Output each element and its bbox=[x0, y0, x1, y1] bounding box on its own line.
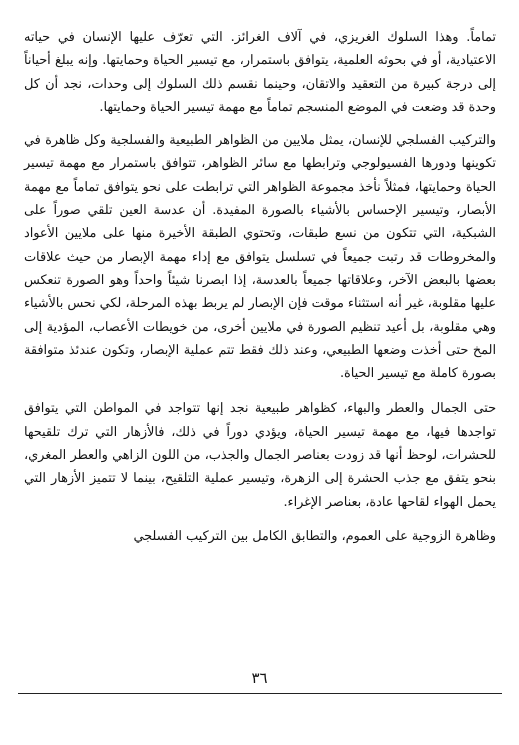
body-text bbox=[24, 26, 496, 548]
paragraph-4: وظاهرة الزوجية على العموم، والتطابق الكامل بين التركيب الفسلجي bbox=[133, 528, 496, 544]
paragraph-2: والتركيب الفسلجي للإنسان، يمثل ملايين من الظواهر الطبيعية والفسلجية وكل ظاهرة في تكوينها ودورها الفسيولوجي وترابطها مع سائر الظواهر، تتوافق باستمرار مع مهمة تيسير الحياة وحمايتها، فمثلاً نأخذ مجموعة الظواهر التي ترابطت على نحو يتوافق تماماً مع مهمة الأبصار، وتيسير الإحساس بالأشياء بالصورة المفيدة. أن عدسة العين تلقي صوراً على الشبكية، التي تتكون من نسع طبقات، وتحتوي الطبقة الأخيرة منها على ملايين الأعواد والمخروطات قد رتبت جميعاً في تسلسل يتوافق مع إداء مهمة الإبصار من حيث علاقات بعضها بالبعض الآخر، وعلاقاتها جميعاً بالعدسة، إذا ابصرنا شيئاً واحداً وهو الصورة تنعكس عليها مقلوبة، غير أنه استثناء موقت فإن الإبصار لم يربط بهذه المرحلة، لكي نحس بالأشياء وهي مقلوبة، بل أعيد تنظيم الصورة في ملايين أخرى، من خويطات الأعصاب، المؤدية إلى المخ حتى أخذت وضعها الطبيعي، وعند ذلك فقط تتم عملية الإبصار، وتكون عندئذ متوافقة بصورة كاملة مع تيسير الحياة. bbox=[24, 133, 496, 382]
footer-rule bbox=[18, 693, 502, 694]
page-number: ٣٦ bbox=[251, 669, 268, 687]
paragraph-1: تماماً. وهذا السلوك الغريزي، في آلاف الغرائز. التي تعرّف عليها الإنسان في حياته الاعتيادية، أو في بحوثه العلمية، يتوافق باستمرار، مع تيسير الحياة وحمايتها. وإنه يبلغ أحياناً إلى درجة كبيرة من التعقيد والاتقان، وحينما نقسم ذلك السلوك إلى وحدات، نجد أن كل وحدة قد وضعت في الموضع المنسجم تماماً مع مهمة تيسير الحياة وحمايتها. bbox=[24, 30, 496, 115]
paragraph-3: حتى الجمال والعطر والبهاء، كظواهر طبيعية نجد إنها تتواجد في المواطن التي يتوافق تواجدها فيها، مع مهمة تيسير الحياة، ويؤدي دوراً في ذلك، فالأزهار التي ترك تلقيحها للحشرات، لوحظ أنها قد زودت بعناصر الجمال والجذب، من اللون الزاهي والعطر المغري، بنحو يتفق مع جذب الحشرة إلى الزهرة، وتيسير عملية التلقيح، بينما لا تتميز الأزهار التي يحمل الهواء لقاحها عادة، بعناصر الإغراء. bbox=[24, 401, 496, 510]
